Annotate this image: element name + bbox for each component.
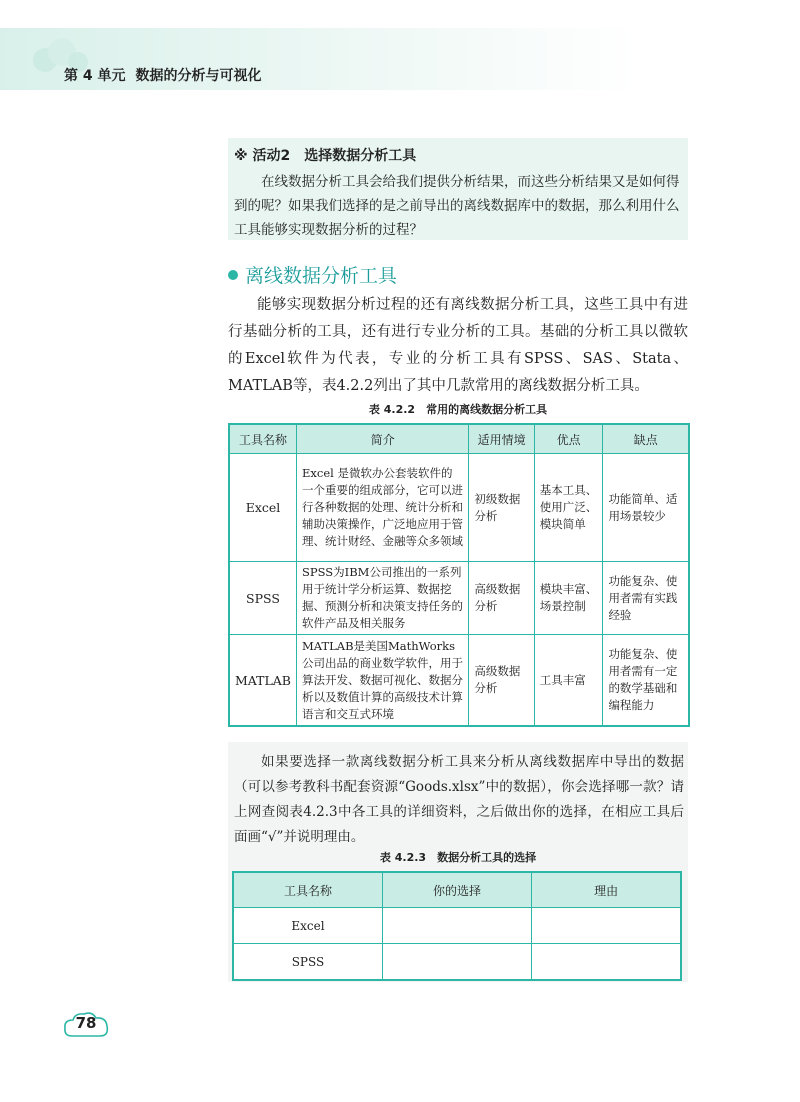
bullet-dot-icon <box>228 270 238 280</box>
intro-paragraph: 能够实现数据分析过程的还有离线数据分析工具，这些工具中有进行基础分析的工具，还有进行专业分析的工具。基础的分析工具以微软的Excel软件为代表，专业的分析工具有SPSS、SAS、Stata、MATLAB等，表4.2.2列出了其中几款常用的离线数据分析工具。 <box>228 297 688 394</box>
activity-title: ※ 活动2 选择数据分析工具 <box>234 148 417 164</box>
tool-pros-cell: 模块丰富、场景控制 <box>534 562 603 635</box>
tool-name-cell: MATLAB <box>229 635 297 727</box>
tool-name-cell: Excel <box>233 908 382 944</box>
section-heading-text: 离线数据分析工具 <box>245 265 398 287</box>
unit-title: 数据的分析与可视化 <box>135 68 262 84</box>
tool-intro-cell: SPSS为IBM公司推出的一系列用于统计学分析运算、数据挖掘、预测分析和决策支持任务的软件产品及相关服务 <box>297 562 469 635</box>
column-header: 简介 <box>297 424 469 454</box>
tool-cons-cell: 功能复杂、使用者需有一定的数学基础和编程能力 <box>603 635 689 727</box>
unit-label: 第 4 单元 <box>64 68 126 84</box>
running-header <box>64 65 272 85</box>
offline-tools-table <box>228 423 690 727</box>
tool-scenario-cell: 高级数据分析 <box>469 562 534 635</box>
section-heading <box>228 261 397 288</box>
activity-body: 在线数据分析工具会给我们提供分析结果，而这些分析结果又是如何得到的呢？如果我们选择的是之前导出的离线数据库中的数据，那么利用什么工具能够实现数据分析的过程？ <box>234 174 680 238</box>
table-row <box>229 635 689 727</box>
column-header: 适用情境 <box>469 424 534 454</box>
tool-name-cell: SPSS <box>233 944 382 981</box>
reason-cell[interactable] <box>532 944 681 981</box>
page-number: 78 <box>75 1014 97 1032</box>
tool-intro-cell: Excel 是微软办公套装软件的一个重要的组成部分，它可以进行各种数据的处理、统计分析和辅助决策操作，广泛地应用于管理、统计财经、金融等众多领域 <box>297 454 469 562</box>
tool-cons-cell: 功能简单、适用场景较少 <box>603 454 689 562</box>
table-row <box>229 562 689 635</box>
table-row <box>233 944 681 981</box>
column-header: 缺点 <box>603 424 689 454</box>
table-caption: 表 4.2.3 数据分析工具的选择 <box>379 851 537 864</box>
column-header: 你的选择 <box>382 872 531 908</box>
tool-pros-cell: 基本工具、使用广泛、模块简单 <box>534 454 603 562</box>
tool-choice-table <box>232 871 682 981</box>
task-paragraph: 如果要选择一款离线数据分析工具来分析从离线数据库中导出的数据（可以参考教科书配套资源“Goods.xlsx”中的数据），你会选择哪一款？请上网查阅表4.2.3中各工具的详细资料，之后做出你的选择，在相应工具后面画“√”并说明理由。 <box>234 754 684 845</box>
column-header: 理由 <box>532 872 681 908</box>
tool-scenario-cell: 高级数据分析 <box>469 635 534 727</box>
reason-cell[interactable] <box>532 908 681 944</box>
tool-cons-cell: 功能复杂、使用者需有实践经验 <box>603 562 689 635</box>
choice-cell[interactable] <box>382 908 531 944</box>
choice-cell[interactable] <box>382 944 531 981</box>
column-header: 工具名称 <box>233 872 382 908</box>
tool-intro-cell: MATLAB是美国MathWorks公司出品的商业数学软件，用于算法开发、数据可视化、数据分析以及数值计算的高级技术计算语言和交互式环境 <box>297 635 469 727</box>
tool-name-cell: SPSS <box>229 562 297 635</box>
tool-pros-cell: 工具丰富 <box>534 635 603 727</box>
column-header: 优点 <box>534 424 603 454</box>
tool-scenario-cell: 初级数据分析 <box>469 454 534 562</box>
table-row <box>229 454 689 562</box>
table-header-row <box>233 872 681 908</box>
table-header-row <box>229 424 689 454</box>
column-header: 工具名称 <box>229 424 297 454</box>
tool-name-cell: Excel <box>229 454 297 562</box>
table-row <box>233 908 681 944</box>
table-caption: 表 4.2.2 常用的离线数据分析工具 <box>368 403 548 416</box>
